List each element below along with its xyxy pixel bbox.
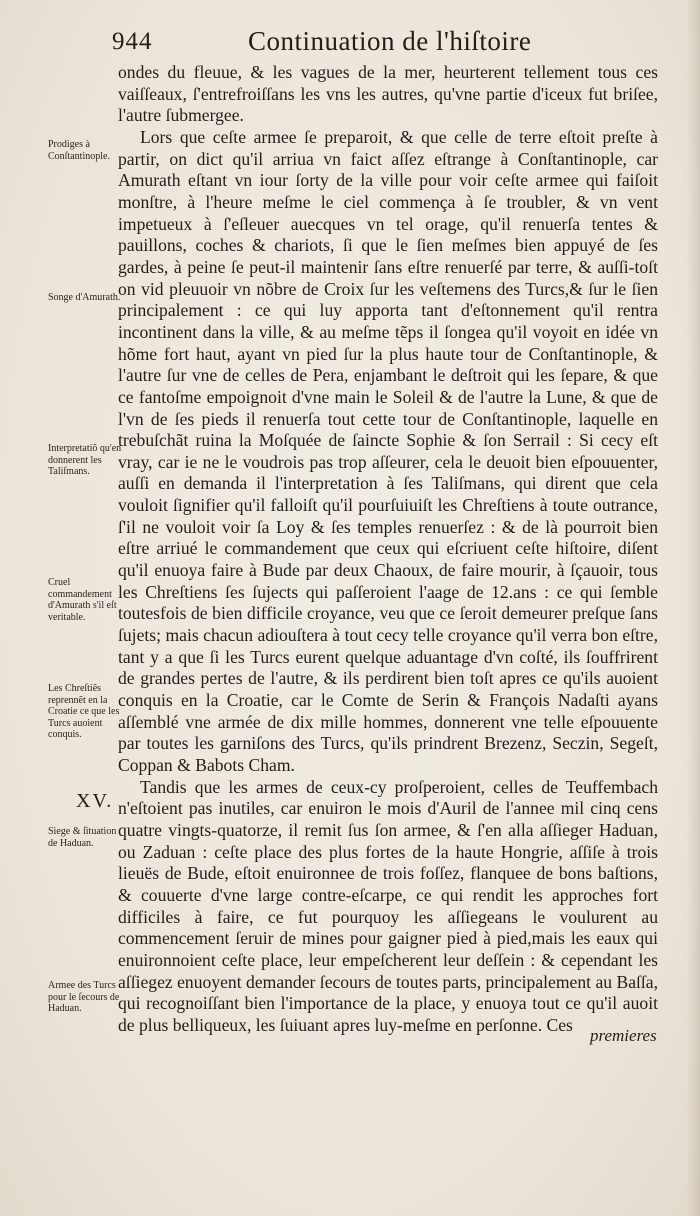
paragraph-continuation: ondes du fleuue, & les vagues de la mer, heurterent tellement tous ces vaiſſeaux, ſ'entrefroiſſans les vns les autres, qu'vne partie d'iceux fut briſee, l'autre ſubmergee.	[118, 62, 658, 126]
running-title: Continuation de l'hiſtoire	[248, 26, 532, 56]
margin-note-siege: Siege & ſituation de Haduan.	[48, 826, 117, 849]
catchword: premieres	[590, 1026, 657, 1045]
main-text	[118, 62, 658, 1037]
margin-note-commandement: Cruel commandement d'Amurath s'il eſt veritable.	[48, 577, 117, 623]
page-edge-shadow	[686, 0, 700, 1216]
margin-note-songe: Songe d'Amurath.	[48, 292, 121, 303]
paragraph-siege: Tandis que les armes de ceux-cy proſperoient, celles de Teuffembach n'eſtoient pas inutiles, car enuiron le mois d'Auril de l'annee mil cinq cens quatre vingts-quatorze, il remit ſus ſon armee, & ſ'en alla aſſieger Haduan, ou Zaduan : ceſte place des plus fortes de la haute Hongrie, aſſiſe à trois lieuës de Bude, eſtoit enuironnee de trois foſſez, flanquee de bons baſtions, & couuerte d'vne large contre-eſcarpe, ce qui rendit les approches fort difficiles à faire, ce fut pourquoy les aſſiegeans le voulurent au commencement ſeruir de mines pour gaigner pied à pied,mais les eaux qui enuironnoient ceſte place, leur empeſcherent leur deſſein : & cependant les aſſiegez enuoyent demander ſecours de toutes parts, principalement au Baſſa, qui recognoiſſant bien l'importance de la place, y enuoya tout ce qu'il auoit de plus belliqueux, les ſuiuant apres luy-meſme en perſonne. Ces	[118, 776, 658, 1035]
margin-note-interpretation: Interpretatiõ qu'en donnerent les Taliſmans.	[48, 443, 122, 477]
paragraph-prodiges: Lors que ceſte armee ſe preparoit, & que celle de terre eſtoit preſte à partir, on dict qu'il arriua vn faict aſſez eſtrange à Conſtantinople, car Amurath eſtant vn iour ſorty de la ville pour voir ceſte armee qui faiſoit monſtre, à l'heure meſme le ciel commença à ſe troubler, & vn vent impetueux à ſ'eſleuer auecques vn tel orage, qu'il renuerſa tentes & pauillons, coches & chariots, ſi que le ſien meſmes bien appuyé de ſes gardes, à peine ſe peut-il maintenir ſans eſtre renuerſé par terre, & auſſi-toſt on vid pleuuoir vn nõbre de Croix ſur les veſtemens des Turcs,& ſur le ſien principalement : ce qui luy apporta tant d'eſtonnement qu'il rentra incontinent dans la ville, & au meſme tẽps il ſongea qu'il voyoit en idée vn hõme fort haut, ayant vn pied ſur la plus haute tour de Conſtantinople, & l'autre ſur vne de celles de Pera, enjambant le deſtroit qui les ſepare, & que ce fantoſme empoignoit d'vne main le Soleil & de l'autre la Lune, & que de l'vn de ſes pieds il renuerſa tout cette tour de Conſtantinople, laquelle en trebuſchãt ruina la Moſquée de ſaincte Sophie & ſon Serrail : Si cecy eſt vray, car ie ne le voudrois pas trop aſſeurer, cela le deuoit bien eſpouuenter, auſſi en demanda il l'interpretation à ſes Taliſmans, qui dirent que cela vouloit ſignifier qu'il falloiſt qu'il pourſuiuiſt les Chreſtiens à toute outrance, ſ'il ne vouloit voir ſa Loy & ſes temples renuerſez : & de là pourroit bien eſtre arriué le commandement que ceux qui eſcriuent ceſte hiſtoire, diſent qu'il enuoya faire à Bude par deux Chaoux, de faire mourir, à ſçauoir, tous les Chreſtiens ſes ſujects qui paſſeroient l'aage de 12.ans : ce qui ſemble toutesfois de bien difficile croyance, veu que ce ſeroit demeurer preſque ſans ſujets; mais chacun adiouſtera à tout cecy telle croyance qu'il verra bon eſtre, tant y a que ſi les Turcs eurent quelque aduantage d'vn coſté, ils ſouffrirent de grandes pertes de l'autre, & ils perdirent bien toſt apres ce qu'ils auoient conquis en la Croatie, car le Comte de Serin & François Nadaſti ayans aſſemblé vne armée de dix mille hommes, donnerent vne telle eſpouuente par toutes les garniſons des Turcs, qu'ils prindrent Brezenz, Seczin, Segeſt, Coppan & Babots Cham.	[118, 126, 658, 775]
margin-note-croatie: Les Chreſtiẽs reprennẽt en la Croatie ce que les Turcs auoient conquis.	[48, 683, 120, 740]
page-number: 944	[112, 28, 153, 55]
running-head	[112, 26, 652, 60]
margin-note-armee: Armee des Turcs pour le ſecours de Haduan.	[48, 980, 120, 1014]
section-number: XV.	[76, 790, 114, 812]
margin-note-prodiges: Prodiges à Conſtantinople.	[48, 139, 110, 162]
